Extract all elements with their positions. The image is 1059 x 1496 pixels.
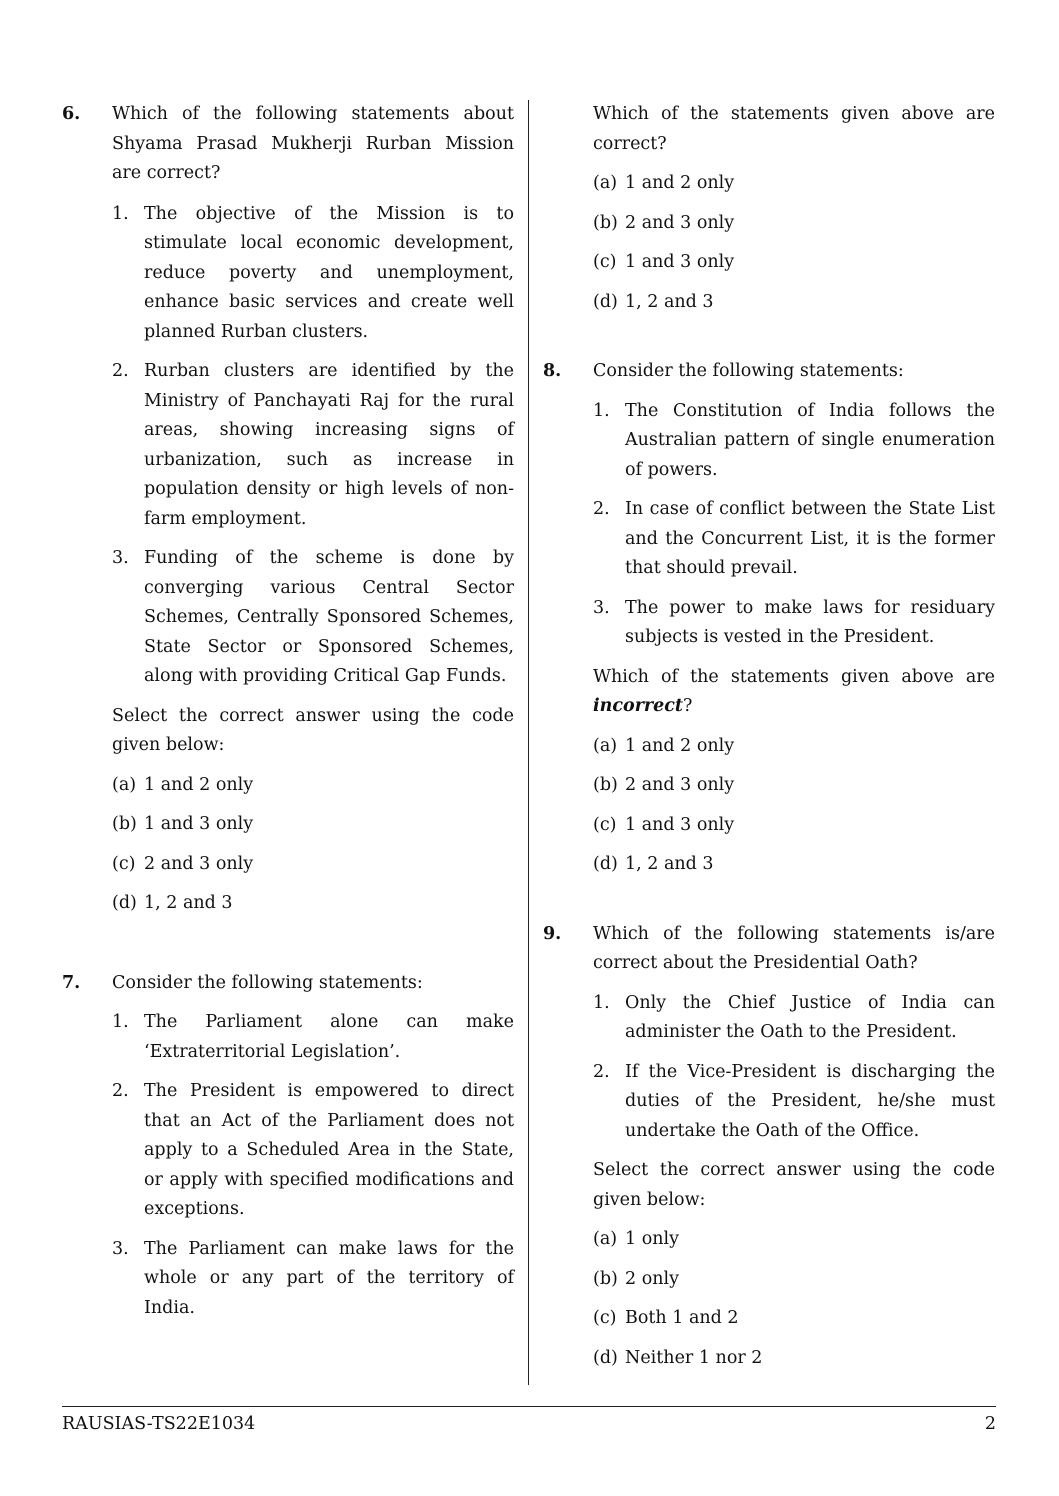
option-letter: (a) [593, 1229, 618, 1249]
statement [112, 200, 514, 348]
statement-text: The Parliament can make laws for the whole or any part of the territory of India. [144, 1238, 514, 1318]
statement [593, 1058, 995, 1147]
statement-number: 2. [593, 1061, 610, 1082]
statement [112, 1235, 514, 1324]
option-text: 1, 2 and 3 [144, 893, 233, 913]
option-letter: (b) [593, 212, 618, 233]
option-letter: (d) [593, 291, 618, 312]
option-letter: (d) [593, 1347, 618, 1368]
option-d [593, 850, 995, 880]
column-divider [528, 100, 529, 1385]
page-number: 2 [984, 1414, 996, 1434]
option-text: 2 and 3 only [625, 212, 735, 233]
left-column [62, 100, 514, 1323]
statement [112, 1008, 514, 1067]
option-a [112, 771, 514, 801]
statement-text: The objective of the Mission is to stimulate local economic development, reduce poverty and unemployment, enhance basic services and create well planned Rurban clusters. [144, 203, 514, 342]
statement-number: 2. [593, 499, 610, 519]
statement [112, 357, 514, 534]
option-letter: (b) [112, 814, 137, 834]
statement-text: The President is empowered to direct that an Act of the Parliament does not apply to a Scheduled Area in the State, or apply with specified modifications and exceptions. [144, 1081, 514, 1219]
statement [593, 594, 995, 653]
statement-text: The power to make laws for residuary subjects is vested in the President. [625, 597, 995, 647]
question-stem: Consider the following statements: [112, 972, 423, 993]
question-7 [62, 969, 514, 1324]
statement [593, 397, 995, 486]
option-text: 2 only [625, 1268, 679, 1289]
answer-prompt: Select the correct answer using the code given below: [593, 1160, 995, 1210]
option-text: 1 only [625, 1229, 679, 1249]
option-letter: (b) [593, 1268, 618, 1289]
prompt-end: ? [683, 696, 693, 716]
question-stem: Which of the following statements about Shyama Prasad Mukherji Rurban Mission are correct? [112, 104, 514, 183]
statement-number: 1. [593, 992, 610, 1013]
question-number: 8. [543, 361, 562, 381]
statement-number: 3. [112, 548, 129, 568]
page-footer [62, 1406, 996, 1434]
statement-text: The Constitution of India follows the Australian pattern of single enumeration of powers. [625, 400, 995, 480]
statement-text: Only the Chief Justice of India can administer the Oath to the President. [625, 992, 995, 1042]
statement [593, 495, 995, 584]
option-letter: (c) [593, 814, 617, 835]
prompt-text: Which of the statements given above are [593, 666, 995, 687]
statement [112, 544, 514, 692]
option-text: 1 and 2 only [625, 735, 735, 756]
answer-prompt [593, 663, 995, 722]
statement-number: 3. [112, 1238, 129, 1259]
statement-text: In case of conflict between the State List and the Concurrent List, it is the former that should prevail. [625, 499, 995, 578]
statement-number: 1. [593, 400, 610, 421]
statement-number: 1. [112, 203, 129, 224]
statement-number: 3. [593, 597, 610, 618]
option-c [593, 1304, 995, 1334]
option-d [593, 288, 995, 318]
statement-text: The Parliament alone can make ‘Extraterritorial Legislation’. [144, 1012, 514, 1062]
option-letter: (a) [593, 735, 618, 756]
option-letter: (a) [112, 774, 137, 795]
option-text: 1 and 3 only [625, 814, 735, 835]
option-letter: (c) [593, 252, 617, 272]
option-text: 1 and 3 only [144, 814, 254, 834]
option-a [593, 732, 995, 762]
option-letter: (d) [112, 893, 137, 913]
document-code: RAUSIAS-TS22E1034 [62, 1414, 256, 1434]
statement-text: Funding of the scheme is done by converging various Central Sector Schemes, Centrally Sponsored Schemes, State Sector or Sponsored Schemes, along with providing Critical Gap Funds. [144, 548, 514, 686]
answer-prompt: Which of the statements given above are correct? [593, 104, 995, 154]
option-letter: (b) [593, 775, 618, 795]
option-b [112, 810, 514, 840]
statement-text: If the Vice-President is discharging the duties of the President, he/she must undertake the Oath of the Office. [625, 1061, 995, 1141]
statement-number: 1. [112, 1012, 129, 1032]
option-c [593, 248, 995, 278]
option-letter: (a) [593, 173, 618, 193]
option-a [593, 169, 995, 199]
option-text: Both 1 and 2 [625, 1308, 739, 1328]
option-b [593, 209, 995, 239]
option-text: Neither 1 nor 2 [625, 1347, 763, 1368]
statement [112, 1077, 514, 1225]
statement [593, 989, 995, 1048]
statement-number: 2. [112, 1081, 129, 1101]
option-d [593, 1344, 995, 1374]
right-column [543, 100, 995, 1373]
statement-number: 2. [112, 361, 129, 381]
option-c [593, 811, 995, 841]
question-6 [62, 100, 514, 919]
option-text: 1 and 2 only [625, 173, 735, 193]
statement-text: Rurban clusters are identified by the Ministry of Panchayati Raj for the rural areas, showing increasing signs of urbanization, such as increase in population density or high levels of non-farm employment. [144, 361, 514, 529]
option-c [112, 850, 514, 880]
option-a [593, 1225, 995, 1255]
option-b [593, 1265, 995, 1295]
question-9 [543, 920, 995, 1374]
option-letter: (c) [593, 1308, 617, 1328]
option-text: 2 and 3 only [625, 775, 735, 795]
option-text: 1, 2 and 3 [625, 854, 714, 874]
question-8 [543, 357, 995, 880]
question-number: 7. [62, 972, 81, 993]
prompt-emphasis: incorrect [593, 696, 684, 716]
option-text: 2 and 3 only [144, 853, 254, 874]
option-text: 1 and 3 only [625, 252, 735, 272]
question-number: 6. [62, 104, 81, 124]
question-7-continued [543, 100, 995, 317]
option-letter: (d) [593, 854, 618, 874]
answer-prompt: Select the correct answer using the code given below: [112, 705, 514, 755]
option-d [112, 889, 514, 919]
option-letter: (c) [112, 853, 136, 874]
question-stem: Which of the following statements is/are correct about the Presidential Oath? [593, 923, 995, 973]
question-number: 9. [543, 923, 562, 944]
option-text: 1 and 2 only [144, 774, 254, 795]
question-stem: Consider the following statements: [593, 361, 904, 381]
option-text: 1, 2 and 3 [625, 291, 714, 312]
option-b [593, 771, 995, 801]
